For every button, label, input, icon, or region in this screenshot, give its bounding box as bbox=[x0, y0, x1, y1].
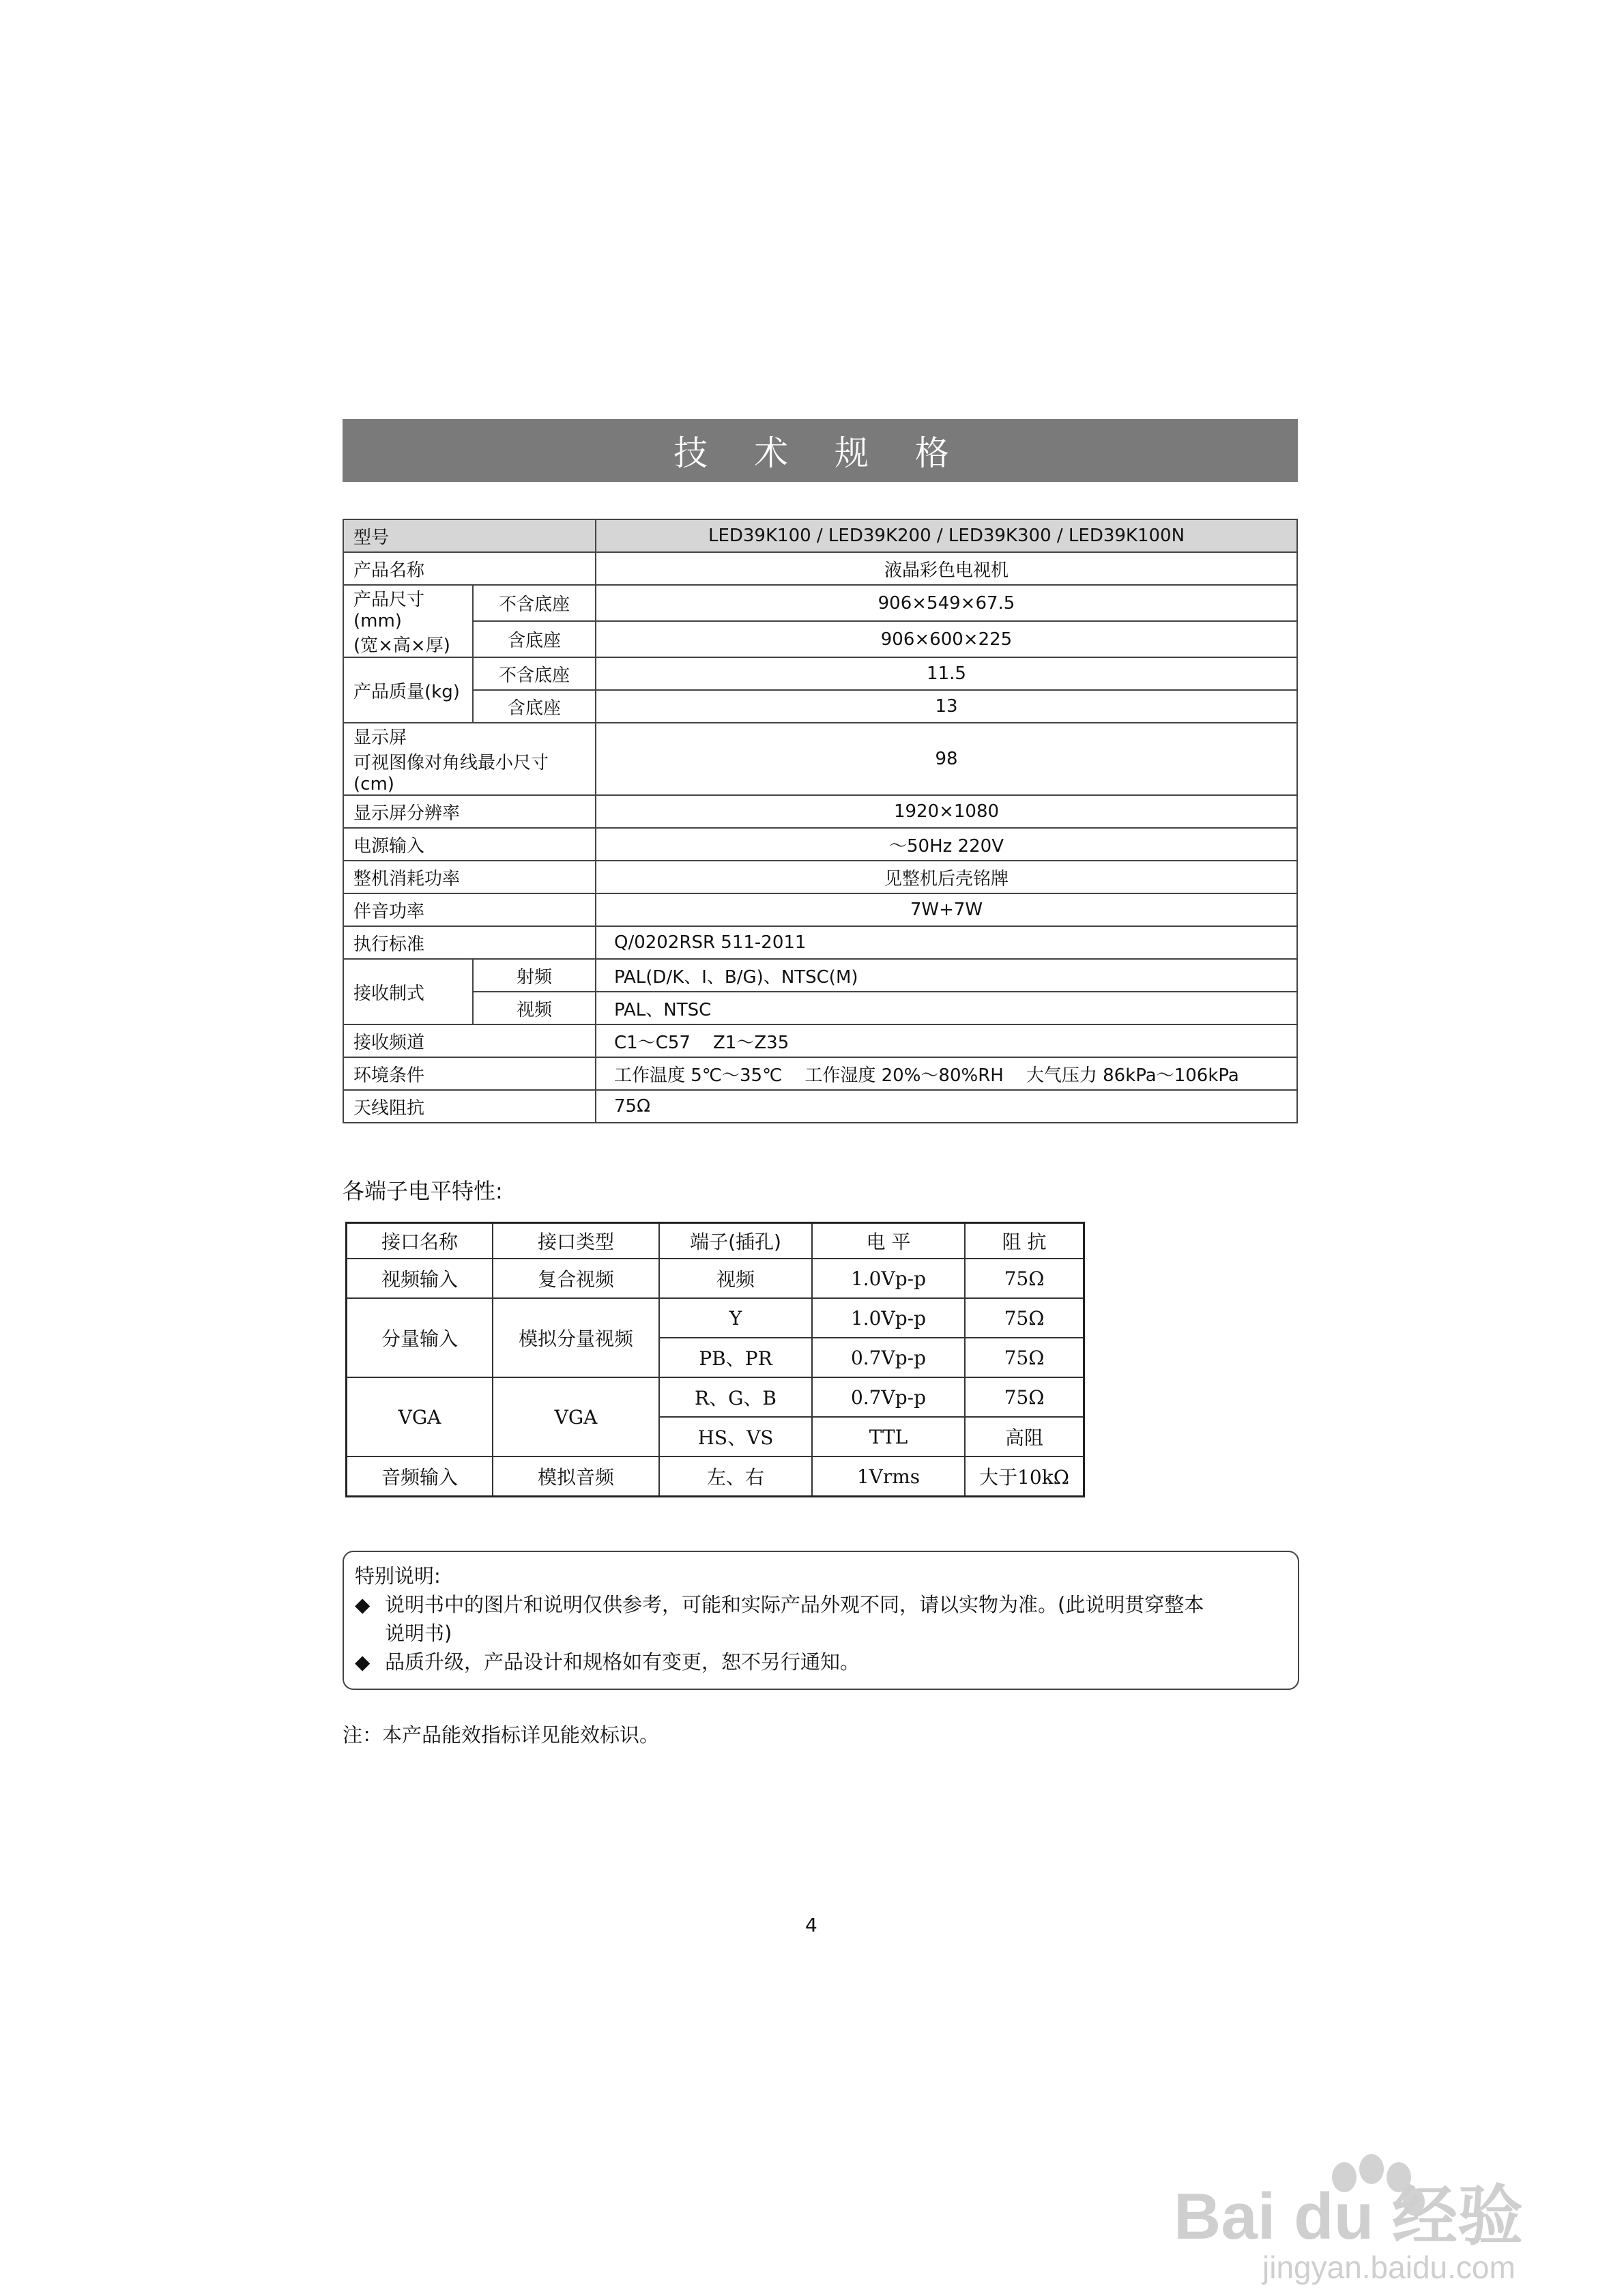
size-with-base-value: 906×600×225 bbox=[596, 621, 1297, 657]
resolution-value: 1920×1080 bbox=[596, 795, 1297, 828]
environment-label: 环境条件 bbox=[343, 1057, 596, 1090]
spec-row-screen bbox=[343, 723, 1297, 795]
weight-no-base-value: 11.5 bbox=[596, 657, 1297, 690]
screen-label bbox=[343, 723, 596, 795]
spec-row-weight-with-base bbox=[343, 690, 1297, 723]
spec-row-power-input bbox=[343, 828, 1297, 861]
channels-label: 接收频道 bbox=[343, 1024, 596, 1057]
page-title: 技 术 规 格 bbox=[343, 419, 1298, 482]
screen-label-line1: 显示屏 bbox=[353, 728, 407, 748]
table-row bbox=[347, 1377, 1084, 1417]
audio-input-impedance: 大于10kΩ bbox=[965, 1456, 1084, 1497]
notice-item-1-line1: 说明书中的图片和说明仅供参考，可能和实际产品外观不同，请以实物为准。(此说明贯穿整本 bbox=[385, 1593, 1204, 1616]
spec-row-audio-power bbox=[343, 893, 1297, 926]
resolution-label: 显示屏分辨率 bbox=[343, 795, 596, 828]
standard-label: 执行标准 bbox=[343, 926, 596, 959]
weight-label: 产品质量(kg) bbox=[343, 657, 473, 723]
video-label: 视频 bbox=[473, 992, 596, 1024]
diamond-bullet-icon: ◆ bbox=[355, 1593, 371, 1616]
baidu-watermark-logo bbox=[1160, 2150, 1556, 2286]
terminals-table bbox=[345, 1222, 1085, 1497]
size-label-line2: (宽×高×厚) bbox=[353, 635, 450, 656]
power-consumption-label: 整机消耗功率 bbox=[343, 861, 596, 893]
size-label bbox=[343, 585, 473, 657]
spec-row-power-consumption bbox=[343, 861, 1297, 893]
notice-item-2 bbox=[355, 1648, 1287, 1676]
terminals-heading: 各端子电平特性: bbox=[343, 1178, 503, 1204]
model-label: 型号 bbox=[343, 519, 596, 552]
vga-name: VGA bbox=[347, 1377, 493, 1456]
weight-no-base-label: 不含底座 bbox=[473, 657, 596, 690]
table-row bbox=[347, 1456, 1084, 1497]
notice-item-2-text: 品质升级，产品设计和规格如有变更，恕不另行通知。 bbox=[385, 1650, 860, 1674]
antenna-value: 75Ω bbox=[596, 1090, 1297, 1123]
reception-label: 接收制式 bbox=[343, 959, 473, 1024]
rf-value: PAL(D/K、I、B/G)、NTSC(M) bbox=[596, 959, 1297, 992]
video-input-impedance: 75Ω bbox=[965, 1259, 1084, 1298]
spec-table bbox=[343, 519, 1298, 1123]
footnote: 注：本产品能效指标详见能效标识。 bbox=[343, 1723, 660, 1747]
product-name-label: 产品名称 bbox=[343, 552, 596, 585]
power-input-label: 电源输入 bbox=[343, 828, 596, 861]
antenna-label: 天线阻抗 bbox=[343, 1090, 596, 1123]
spec-row-size-with-base bbox=[343, 621, 1297, 657]
notice-item-1 bbox=[355, 1590, 1287, 1648]
header-interface-name: 接口名称 bbox=[347, 1223, 493, 1259]
environment-value: 工作温度 5℃～35℃ 工作湿度 20%～80%RH 大气压力 86kPa～106kPa bbox=[596, 1057, 1297, 1090]
standard-value: Q/0202RSR 511-2011 bbox=[596, 926, 1297, 959]
size-no-base-label: 不含底座 bbox=[473, 585, 596, 621]
vga-impedance-hsvs: 高阻 bbox=[965, 1417, 1084, 1456]
component-impedance-y: 75Ω bbox=[965, 1298, 1084, 1338]
audio-power-label: 伴音功率 bbox=[343, 893, 596, 926]
header-level: 电 平 bbox=[812, 1223, 965, 1259]
component-impedance-pbpr: 75Ω bbox=[965, 1338, 1084, 1377]
component-level-pbpr: 0.7Vp-p bbox=[812, 1338, 965, 1377]
spec-row-standard bbox=[343, 926, 1297, 959]
vga-level-hsvs: TTL bbox=[812, 1417, 965, 1456]
spec-row-model bbox=[343, 519, 1297, 552]
notice-title: 特别说明: bbox=[355, 1564, 441, 1588]
spec-row-weight-no-base bbox=[343, 657, 1297, 690]
vga-terminal-rgb: R、G、B bbox=[659, 1377, 812, 1417]
spec-row-video bbox=[343, 992, 1297, 1024]
video-input-name: 视频输入 bbox=[347, 1259, 493, 1298]
size-no-base-value: 906×549×67.5 bbox=[596, 585, 1297, 621]
video-input-level: 1.0Vp-p bbox=[812, 1259, 965, 1298]
video-value: PAL、NTSC bbox=[596, 992, 1297, 1024]
table-row bbox=[347, 1298, 1084, 1338]
page-number: 4 bbox=[805, 1914, 817, 1936]
audio-power-value: 7W+7W bbox=[596, 893, 1297, 926]
component-input-name: 分量输入 bbox=[347, 1298, 493, 1377]
vga-level-rgb: 0.7Vp-p bbox=[812, 1377, 965, 1417]
spec-row-rf bbox=[343, 959, 1297, 992]
header-terminal: 端子(插孔) bbox=[659, 1223, 812, 1259]
spec-row-resolution bbox=[343, 795, 1297, 828]
special-notice-box bbox=[343, 1551, 1299, 1690]
audio-input-name: 音频输入 bbox=[347, 1456, 493, 1497]
size-with-base-label: 含底座 bbox=[473, 621, 596, 657]
screen-label-line2: 可视图像对角线最小尺寸(cm) bbox=[353, 753, 549, 794]
terminals-header-row bbox=[347, 1223, 1084, 1259]
notice-item-1-text bbox=[385, 1590, 1204, 1648]
weight-with-base-label: 含底座 bbox=[473, 690, 596, 723]
component-input-type: 模拟分量视频 bbox=[493, 1298, 659, 1377]
component-level-y: 1.0Vp-p bbox=[812, 1298, 965, 1338]
video-input-type: 复合视频 bbox=[493, 1259, 659, 1298]
spec-row-environment bbox=[343, 1057, 1297, 1090]
vga-impedance-rgb: 75Ω bbox=[965, 1377, 1084, 1417]
spec-row-antenna bbox=[343, 1090, 1297, 1123]
power-input-value: ～50Hz 220V bbox=[596, 828, 1297, 861]
header-interface-type: 接口类型 bbox=[493, 1223, 659, 1259]
spec-row-size-no-base bbox=[343, 585, 1297, 621]
weight-with-base-value: 13 bbox=[596, 690, 1297, 723]
notice-item-1-line2: 说明书) bbox=[385, 1622, 452, 1645]
watermark-brand: Bai du 经验 bbox=[1174, 2180, 1524, 2253]
audio-input-type: 模拟音频 bbox=[493, 1456, 659, 1497]
screen-value: 98 bbox=[596, 723, 1297, 795]
spec-row-channels bbox=[343, 1024, 1297, 1057]
watermark-url: jingyan.baidu.com bbox=[1262, 2250, 1516, 2285]
diamond-bullet-icon: ◆ bbox=[355, 1650, 371, 1674]
audio-input-level: 1Vrms bbox=[812, 1456, 965, 1497]
rf-label: 射频 bbox=[473, 959, 596, 992]
table-row bbox=[347, 1259, 1084, 1298]
size-label-line1: 产品尺寸(mm) bbox=[353, 590, 425, 631]
spec-row-product-name bbox=[343, 552, 1297, 585]
channels-value: C1～C57 Z1～Z35 bbox=[596, 1024, 1297, 1057]
video-input-terminal: 视频 bbox=[659, 1259, 812, 1298]
component-terminal-y: Y bbox=[659, 1298, 812, 1338]
vga-type: VGA bbox=[493, 1377, 659, 1456]
model-value: LED39K100 / LED39K200 / LED39K300 / LED39K100N bbox=[596, 519, 1297, 552]
product-name-value: 液晶彩色电视机 bbox=[596, 552, 1297, 585]
power-consumption-value: 见整机后壳铭牌 bbox=[596, 861, 1297, 893]
header-impedance: 阻 抗 bbox=[965, 1223, 1084, 1259]
audio-input-terminal: 左、右 bbox=[659, 1456, 812, 1497]
component-terminal-pbpr: PB、PR bbox=[659, 1338, 812, 1377]
vga-terminal-hsvs: HS、VS bbox=[659, 1417, 812, 1456]
